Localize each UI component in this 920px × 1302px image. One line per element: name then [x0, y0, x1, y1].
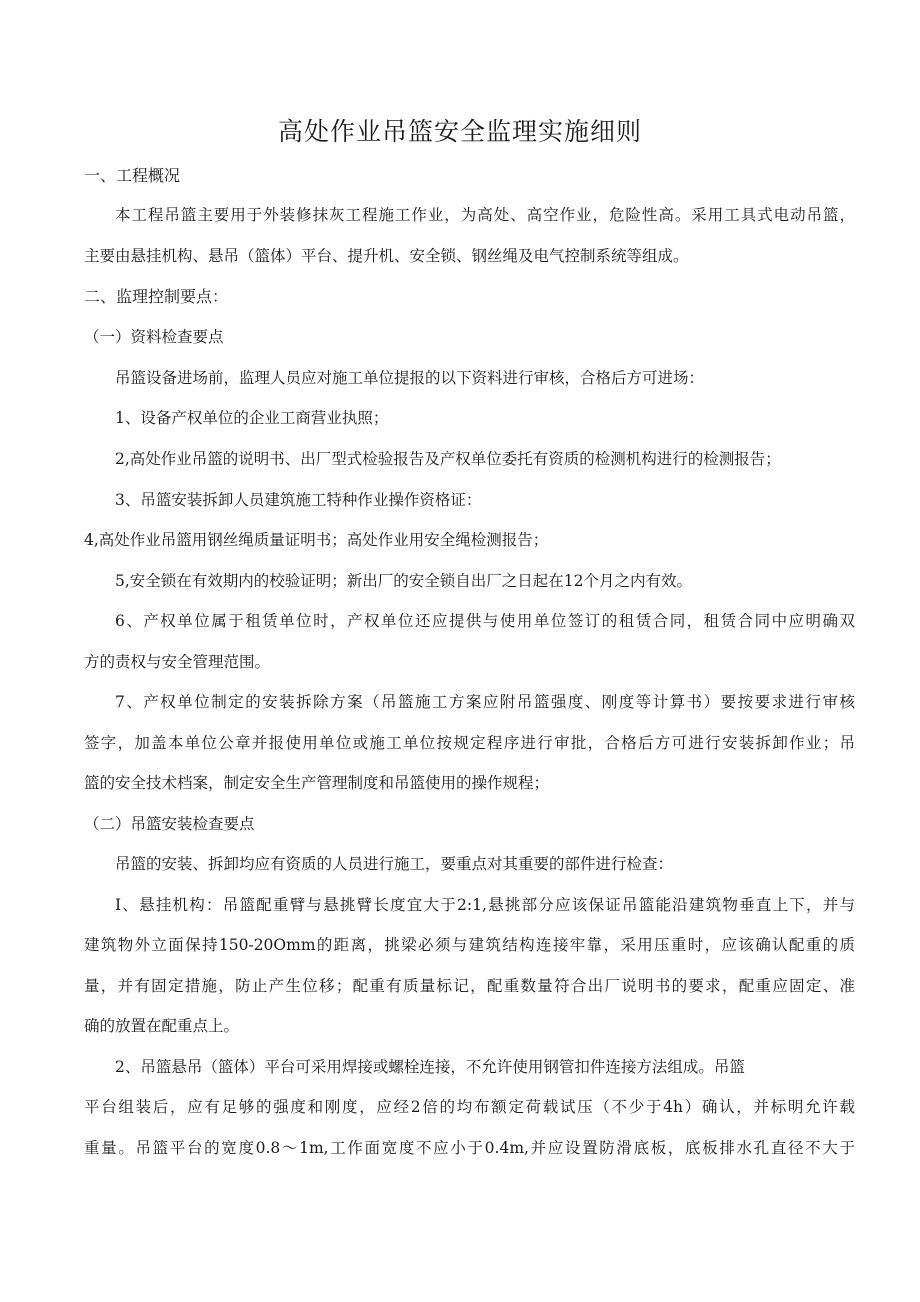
- list-item: 6、产权单位属于租赁单位时，产权单位还应提供与使用单位签订的租赁合同，租赁合同中应明确双: [115, 612, 855, 630]
- list-item: 7、产权单位制定的安装拆除方案（吊篮施工方案应附吊篮强度、刚度等计算书）要按要求进行审核: [115, 693, 855, 711]
- paragraph-line: 主要由悬挂机构、悬吊（篮体）平台、提升机、安全锁、钢丝绳及电气控制系统等组成。: [84, 247, 689, 265]
- list-item: 3、吊篮安装拆卸人员建筑施工特种作业操作资格证：: [115, 491, 482, 509]
- list-item-continuation: 平台组装后，应有足够的强度和刚度，应经2倍的均布额定荷载试压（不少于4h）确认，并标明允许载: [84, 1098, 855, 1116]
- list-item: 2、吊篮悬吊（篮体）平台可采用焊接或螺栓连接，不允许使用钢管扣件连接方法组成。吊篮: [115, 1058, 745, 1076]
- list-item-continuation: 量，并有固定措施，防止产生位移；配重有质量标记，配重数量符合出厂说明书的要求，配重应固定、准: [84, 977, 855, 995]
- subsection-heading-installation: （二）吊篮安装检查要点: [84, 815, 255, 833]
- list-item: 4,高处作业吊篮用钢丝绳质量证明书；高处作业用安全绳检测报告；: [84, 531, 549, 549]
- document-title: 高处作业吊篮安全监理实施细则: [277, 117, 642, 146]
- paragraph-line: 本工程吊篮主要用于外装修抹灰工程施工作业，为高处、高空作业，危险性高。采用工具式电动吊篮，: [115, 206, 855, 224]
- paragraph-line: 吊篮的安装、拆卸均应有资质的人员进行施工，要重点对其重要的部件进行检查：: [115, 855, 674, 873]
- section-heading-control-points: 二、监理控制要点：: [84, 287, 229, 306]
- list-item-continuation: 签字，加盖本单位公章并报使用单位或施工单位按规定程序进行审批，合格后方可进行安装拆卸作业；吊: [84, 734, 855, 752]
- subsection-heading-documents: （一）资料检查要点: [84, 328, 224, 346]
- section-heading-overview: 一、工程概况: [84, 166, 181, 185]
- list-item-continuation: 建筑物外立面保持150-20Omm的距离，挑梁必须与建筑结构连接牢靠，采用压重时，应该确认配重的质: [84, 936, 855, 954]
- list-item-continuation: 方的责权与安全管理范围。: [84, 653, 271, 671]
- list-item: 5,安全锁在有效期内的校验证明；新出厂的安全锁自出厂之日起在12个月之内有效。: [115, 572, 693, 590]
- list-item-continuation: 篮的安全技术档案，制定安全生产管理制度和吊篮使用的操作规程；: [84, 774, 550, 792]
- list-item: 1、设备产权单位的企业工商营业执照；: [115, 409, 389, 427]
- list-item: I、悬挂机构：吊篮配重臂与悬挑臂长度宜大于2:1,悬挑部分应该保证吊篮能沿建筑物垂直上下，并与: [115, 896, 855, 914]
- list-item: 2,高处作业吊篮的说明书、出厂型式检验报告及产权单位委托有资质的检测机构进行的检测报告；: [115, 450, 781, 468]
- list-item-continuation: 重量。吊篮平台的宽度0.8～1m,工作面宽度不应小于0.4m,并应设置防滑底板，底板排水孔直径不大于: [84, 1139, 855, 1157]
- list-item-continuation: 确的放置在配重点上。: [84, 1017, 240, 1035]
- paragraph-line: 吊篮设备进场前，监理人员应对施工单位提报的以下资料进行审核，合格后方可进场：: [115, 369, 705, 387]
